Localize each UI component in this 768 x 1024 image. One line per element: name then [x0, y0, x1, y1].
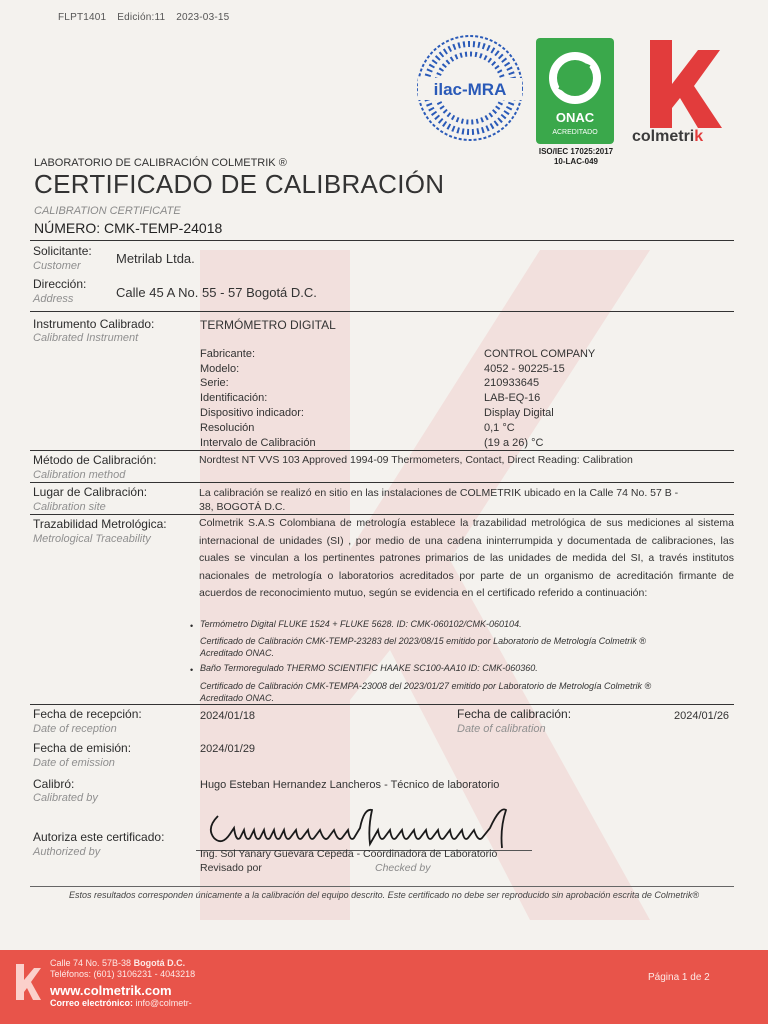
reference-title: Termómetro Digital FLUKE 1524 + FLUKE 5628. ID: CMK-060102/CMK-060104. — [200, 619, 522, 629]
page-number: Página 1 de 2 — [648, 972, 710, 983]
spec-label: Identificación: — [200, 392, 268, 404]
reference-title: Baño Termoregulado THERMO SCIENTIFIC HAAKE SC100-AA10 ID: CMK-060360. — [200, 663, 538, 673]
instrument-label-en: Calibrated Instrument — [33, 332, 139, 344]
onac-text: ONAC — [555, 110, 595, 125]
divider — [30, 704, 734, 705]
bullet-icon: • — [190, 621, 194, 631]
reference-accreditation: Acreditado ONAC. — [200, 693, 275, 703]
divider — [30, 240, 734, 241]
divider — [30, 450, 734, 451]
certificate-title: CERTIFICADO DE CALIBRACIÓN — [34, 169, 445, 199]
authorized-value: Ing. Sol Yanary Guevara Cepeda - Coordinadora de Laboratorio — [200, 848, 498, 860]
footer-phones: Teléfonos: (601) 3106231 - 4043218 — [50, 969, 196, 979]
calibrated-by-label-en: Calibrated by — [33, 792, 98, 804]
instrument-value: TERMÓMETRO DIGITAL — [200, 318, 336, 332]
onac-sub-text: ACREDITADO — [552, 129, 598, 136]
footer-address — [50, 958, 195, 980]
email-label: Correo electrónico: — [50, 998, 134, 1008]
authorized-label-en: Authorized by — [33, 846, 101, 858]
accreditation-codes — [524, 147, 628, 167]
traceability-label-en: Metrological Traceability — [33, 533, 151, 545]
footer-website-link[interactable]: www.colmetrik.com — [50, 983, 172, 998]
email-link[interactable]: info@colmetr- — [135, 998, 192, 1008]
spec-value: (19 a 26) °C — [484, 437, 544, 449]
address-value: Calle 45 A No. 55 - 57 Bogotá D.C. — [116, 285, 317, 300]
calibration-date-label: Fecha de calibración: — [457, 707, 572, 721]
number-label: NÚMERO: — [34, 220, 101, 236]
reception-label: Fecha de recepción: — [33, 707, 142, 721]
spec-label: Dispositivo indicador: — [200, 407, 304, 419]
certificate-number — [34, 220, 222, 236]
address-label-en: Address — [33, 293, 74, 305]
checked-label: Checked by — [375, 862, 431, 874]
reference-cert: Certificado de Calibración CMK-TEMPA-23008 del 2023/01/27 emitido por Laboratorio de Metrología Colmetrik ® — [200, 681, 652, 691]
revised-label: Revisado por — [200, 862, 262, 874]
divider — [30, 311, 734, 312]
customer-label: Solicitante: — [33, 244, 92, 258]
site-line-2: 38, BOGOTÁ D.C. — [199, 501, 286, 513]
spec-value: 210933645 — [484, 377, 540, 389]
traceability-text: Colmetrik S.A.S Colombiana de metrología establece la trazabilidad metrológica de sus mediciones al sistema internacional de unidades (SI) , por medio de una cadena ininterrumpida y documentada de calibraciones, las cuales se vinculan a los pertinentes patrones primarios de las unidades de medida del SI, a través institutos nacionales de metrología o laboratorios acreditados por parte de un organismo de acreditación firmante de acuerdos de reconocimiento mutuo, según se evidencia en el certificado referido a continuación: — [199, 517, 734, 599]
footer-k-icon — [14, 962, 42, 1002]
reception-label-en: Date of reception — [33, 723, 117, 735]
spec-value: Display Digital — [484, 407, 554, 419]
instrument-label: Instrumento Calibrado: — [33, 317, 155, 331]
edition-date: 2023-03-15 — [176, 12, 230, 23]
reference-cert: Certificado de Calibración CMK-TEMP-23283 del 2023/08/15 emitido por Laboratorio de Metrología Colmetrik ® — [200, 636, 646, 646]
spec-value: LAB-EQ-16 — [484, 392, 541, 404]
spec-value: 0,1 °C — [484, 422, 515, 434]
doc-code-text: FLPT1401 — [58, 12, 107, 23]
lab-name: LABORATORIO DE CALIBRACIÓN COLMETRIK ® — [34, 157, 287, 169]
spec-label: Serie: — [200, 377, 229, 389]
customer-label-en: Customer — [33, 260, 81, 272]
divider — [30, 886, 734, 887]
footer-city: Bogotá D.C. — [133, 958, 186, 968]
spec-label: Resolución — [200, 422, 255, 434]
certificate-subtitle: CALIBRATION CERTIFICATE — [34, 205, 181, 217]
footer-disclaimer: Estos resultados corresponden únicamente a la calibración del equipo descrito. Este certificado no debe ser reproducido sin aprobación escrita de Colmetrik® — [69, 890, 699, 900]
spec-value: CONTROL COMPANY — [484, 348, 596, 360]
footer-street: Calle 74 No. 57B-38 — [50, 958, 132, 968]
site-label: Lugar de Calibración: — [33, 485, 148, 499]
method-label: Método de Calibración: — [33, 453, 157, 467]
divider — [30, 482, 734, 483]
ilac-mra-logo — [414, 32, 526, 144]
iso-standard: ISO/IEC 17025:2017 — [538, 147, 614, 156]
site-line-1: La calibración se realizó en sitio en las instalaciones de COLMETRIK ubicado en la Calle 74 No. 57 B - — [199, 487, 679, 499]
calibration-date: 2024/01/26 — [674, 710, 730, 722]
site-label-en: Calibration site — [33, 501, 106, 513]
footer-email — [50, 998, 192, 1008]
address-label: Dirección: — [33, 277, 87, 291]
brand-text: colmetri — [632, 128, 695, 145]
spec-label: Intervalo de Calibración — [200, 437, 316, 449]
colmetrik-k-logo — [636, 36, 726, 131]
colmetrik-wordmark — [632, 128, 703, 146]
method-label-en: Calibration method — [33, 469, 126, 481]
reference-accreditation: Acreditado ONAC. — [200, 648, 275, 658]
issue-label: Fecha de emisión: — [33, 741, 132, 755]
method-value: Nordtest NT VVS 103 Approved 1994-09 Thermometers, Contact, Direct Reading: Calibration — [199, 454, 633, 466]
customer-value: Metrilab Ltda. — [116, 251, 195, 266]
calibrated-by-value: Hugo Esteban Hernandez Lancheros - Técnico de laboratorio — [200, 779, 500, 791]
calibration-date-label-en: Date of calibration — [457, 723, 546, 735]
accreditation-number: 10-LAC-049 — [553, 157, 598, 166]
brand-text-accent: k — [694, 128, 704, 145]
document-code — [58, 12, 237, 23]
ilac-text: ilac-MRA — [433, 80, 507, 99]
issue-date: 2024/01/29 — [200, 743, 256, 755]
issue-label-en: Date of emission — [33, 757, 115, 769]
spec-label: Fabricante: — [200, 348, 256, 360]
spec-label: Modelo: — [200, 363, 240, 375]
traceability-label: Trazabilidad Metrológica: — [33, 517, 167, 531]
number-value: CMK-TEMP-24018 — [104, 220, 223, 236]
calibrated-by-label: Calibró: — [33, 777, 75, 791]
authorized-label: Autoriza este certificado: — [33, 830, 165, 844]
spec-value: 4052 - 90225-15 — [484, 363, 565, 375]
onac-logo — [536, 38, 614, 144]
bullet-icon: • — [190, 665, 194, 675]
reception-date: 2024/01/18 — [200, 710, 256, 722]
edition-text: Edición:11 — [117, 12, 166, 23]
